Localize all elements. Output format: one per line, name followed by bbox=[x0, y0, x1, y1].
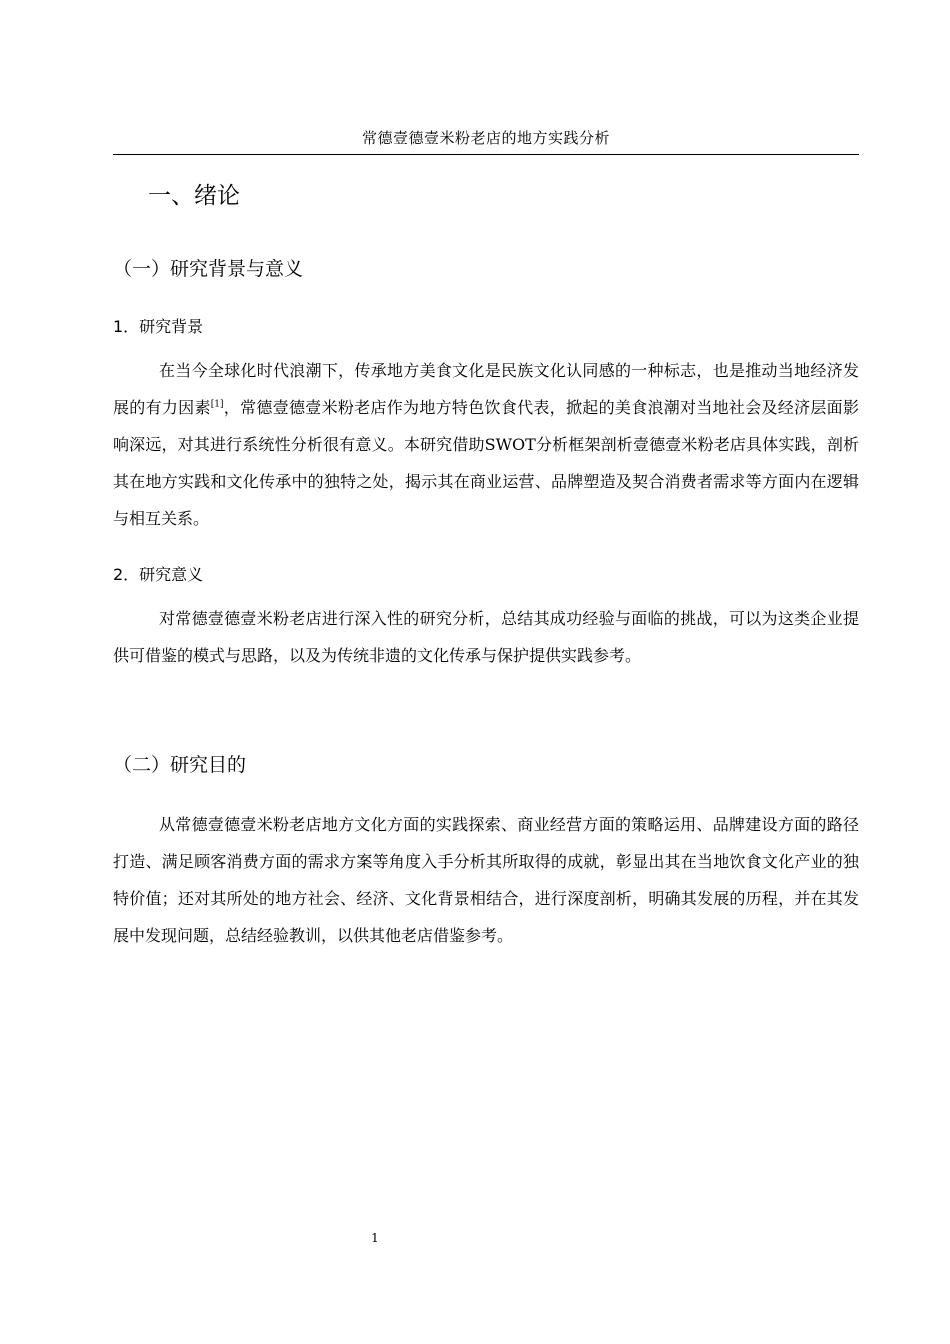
running-header: 常德壹德壹米粉老店的地方实践分析 bbox=[361, 129, 610, 147]
paragraph-significance: 对常德壹德壹米粉老店进行深入性的研究分析，总结其成功经验与面临的挑战，可以为这类企业提供可借鉴的模式与思路，以及为传统非遗的文化传承与保护提供实践参考。 bbox=[113, 609, 859, 665]
subsection-title-significance: 2．研究意义 bbox=[113, 565, 204, 584]
paragraph-background-part2: ，常德壹德壹米粉老店作为地方特色饮食代表，掀起的美食浪潮对当地社会及经济层面影响深远，对其进行系统性分析很有意义。本研究借助SWOT分析框架剖析壹德壹米粉老店具体实践，剖析其在地方实践和文化传承中的独特之处，揭示其在商业运营、品牌塑造及契合消费者需求等方面内在逻辑与相互关系。 bbox=[113, 398, 859, 528]
page-number: 1 bbox=[371, 1231, 379, 1245]
section-title-background: （一）研究背景与意义 bbox=[113, 258, 304, 280]
paragraph-background-part1: 在当今全球化时代浪潮下，传承地方美食文化是民族文化认同感的一种标志，也是推动当地经济发展的有力因素 bbox=[113, 361, 859, 417]
chapter-title: 一、绪论 bbox=[148, 183, 240, 209]
subsection-title-background: 1．研究背景 bbox=[113, 317, 204, 336]
section-title-purpose: （二）研究目的 bbox=[113, 754, 247, 776]
header-rule bbox=[113, 154, 859, 155]
paragraph-purpose: 从常德壹德壹米粉老店地方文化方面的实践探索、商业经营方面的策略运用、品牌建设方面的路径打造、满足顾客消费方面的需求方案等角度入手分析其所取得的成就，彰显出其在当地饮食文化产业的独特价值；还对其所处的地方社会、经济、文化背景相结合，进行深度剖析，明确其发展的历程，并在其发展中发现问题，总结经验教训，以供其他老店借鉴参考。 bbox=[113, 815, 859, 945]
paragraph-background bbox=[113, 352, 859, 537]
citation-marker: [1] bbox=[210, 399, 224, 410]
